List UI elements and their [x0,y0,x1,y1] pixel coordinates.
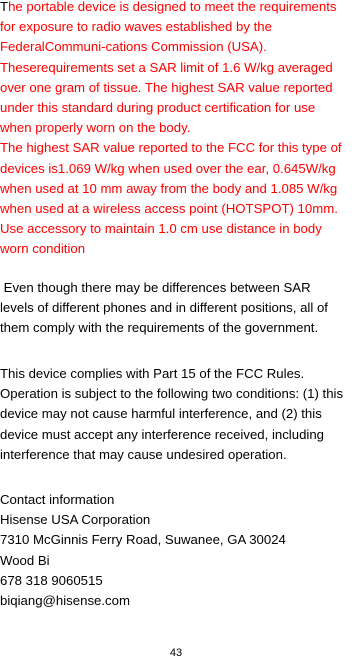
paragraph-line: them comply with the requirements of the government. [0,320,319,336]
fcc-compliance-paragraph [0,364,352,465]
contact-address: 7310 McGinnis Ferry Road, Suwanee, GA 30024 [0,532,286,548]
sar-notice-line: for exposure to radio waves established by the [0,19,272,35]
sar-notice-first-char: T [0,0,9,14]
sar-notice-line: when properly worn on the body. [0,120,191,136]
sar-notice-line: when used at a wireless access point (HOTSPOT) 10mm. [0,200,338,216]
contact-email: biqiang@hisense.com [0,592,130,608]
contact-phone: 678 318 9060515 [0,572,103,588]
paragraph-line: Operation is subject to the following two conditions: (1) this [0,386,344,402]
sar-notice-line: FederalCommuni-cations Commission (USA). [0,39,267,55]
sar-notice-line: The highest SAR value reported to the FCC for this type of [0,140,342,156]
sar-notice-line: when used at 10 mm away from the body and 1.085 W/kg [0,180,338,196]
paragraph-line: This device complies with Part 15 of the FCC Rules. [0,366,305,381]
sar-notice-line: under this standard during product certification for use [0,99,316,115]
sar-notice-line: Theserequirements set a SAR limit of 1.6 W/kg averaged [0,59,333,75]
differences-paragraph [0,278,352,339]
sar-notice-line: worn condition [0,241,86,257]
sar-notice-line: devices is1.069 W/kg when used over the ear, 0.645W/kg [0,160,336,176]
paragraph-line: device may not cause harmful interference, and (2) this [0,406,322,422]
paragraph-line: Even though there may be differences between SAR [0,280,311,295]
contact-heading: Contact information [0,492,115,507]
sar-notice-line: The portable device is designed to meet the requirements [0,0,337,14]
paragraph-line: interference that may cause undesired operation. [0,446,287,462]
sar-notice [0,0,352,259]
sar-notice-line: over one gram of tissue. The highest SAR value reported [0,79,333,95]
contact-information [0,490,352,611]
paragraph-line: device must accept any interference received, including [0,426,325,442]
paragraph-line: levels of different phones and in different positions, all of [0,300,328,316]
contact-name: Wood Bi [0,552,50,568]
sar-notice-line: Use accessory to maintain 1.0 cm use distance in body [0,221,322,237]
contact-company: Hisense USA Corporation [0,512,151,528]
page-number: 43 [169,647,183,659]
